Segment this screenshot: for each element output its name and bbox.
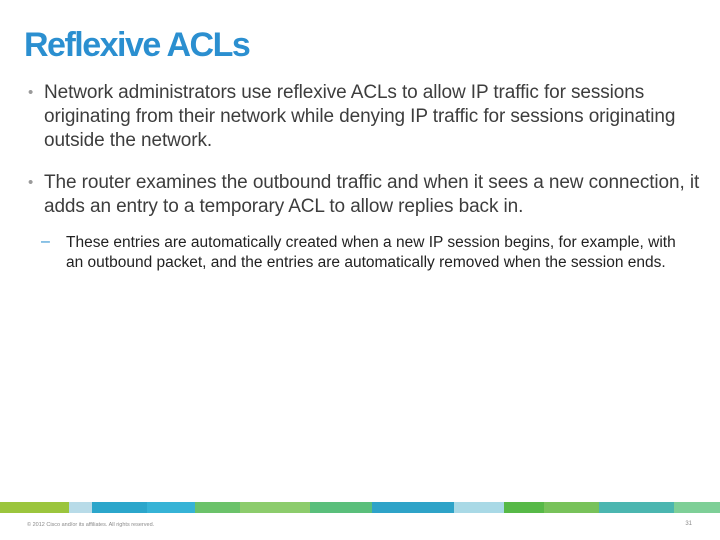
color-segment [69,502,92,513]
copyright-text: © 2012 Cisco and/or its affiliates. All rights reserved. [27,522,155,528]
sub-bullet-text: These entries are automatically created when a new IP session begins, for example, with an outbound packet, and the entries are automatically removed when the session ends. [66,234,676,271]
slide-content [28,81,700,273]
color-segment [599,502,674,513]
bullet-text: Network administrators use reflexive ACLs to allow IP traffic for sessions originating from their network while denying IP traffic for sessions originating outside the network. [44,82,676,151]
color-segment [310,502,372,513]
color-segment [92,502,147,513]
bullet-item [28,81,700,153]
color-segment [372,502,454,513]
bullet-marker: • [28,174,34,191]
color-segment [195,502,240,513]
sub-bullet-marker: – [41,233,50,250]
bullet-item [28,171,700,219]
footer-color-bar [0,502,720,513]
color-segment [240,502,310,513]
color-segment [454,502,504,513]
color-segment [147,502,195,513]
color-segment [0,502,69,513]
color-segment [544,502,599,513]
sub-bullet-item [41,233,696,273]
color-segment [504,502,544,513]
bullet-marker: • [28,84,34,101]
bullet-text: The router examines the outbound traffic and when it sees a new connection, it adds an entry to a temporary ACL to allow replies back in. [44,172,700,217]
color-segment [674,502,720,513]
page-number: 31 [685,521,692,527]
slide-title: Reflexive ACLs [24,26,250,64]
